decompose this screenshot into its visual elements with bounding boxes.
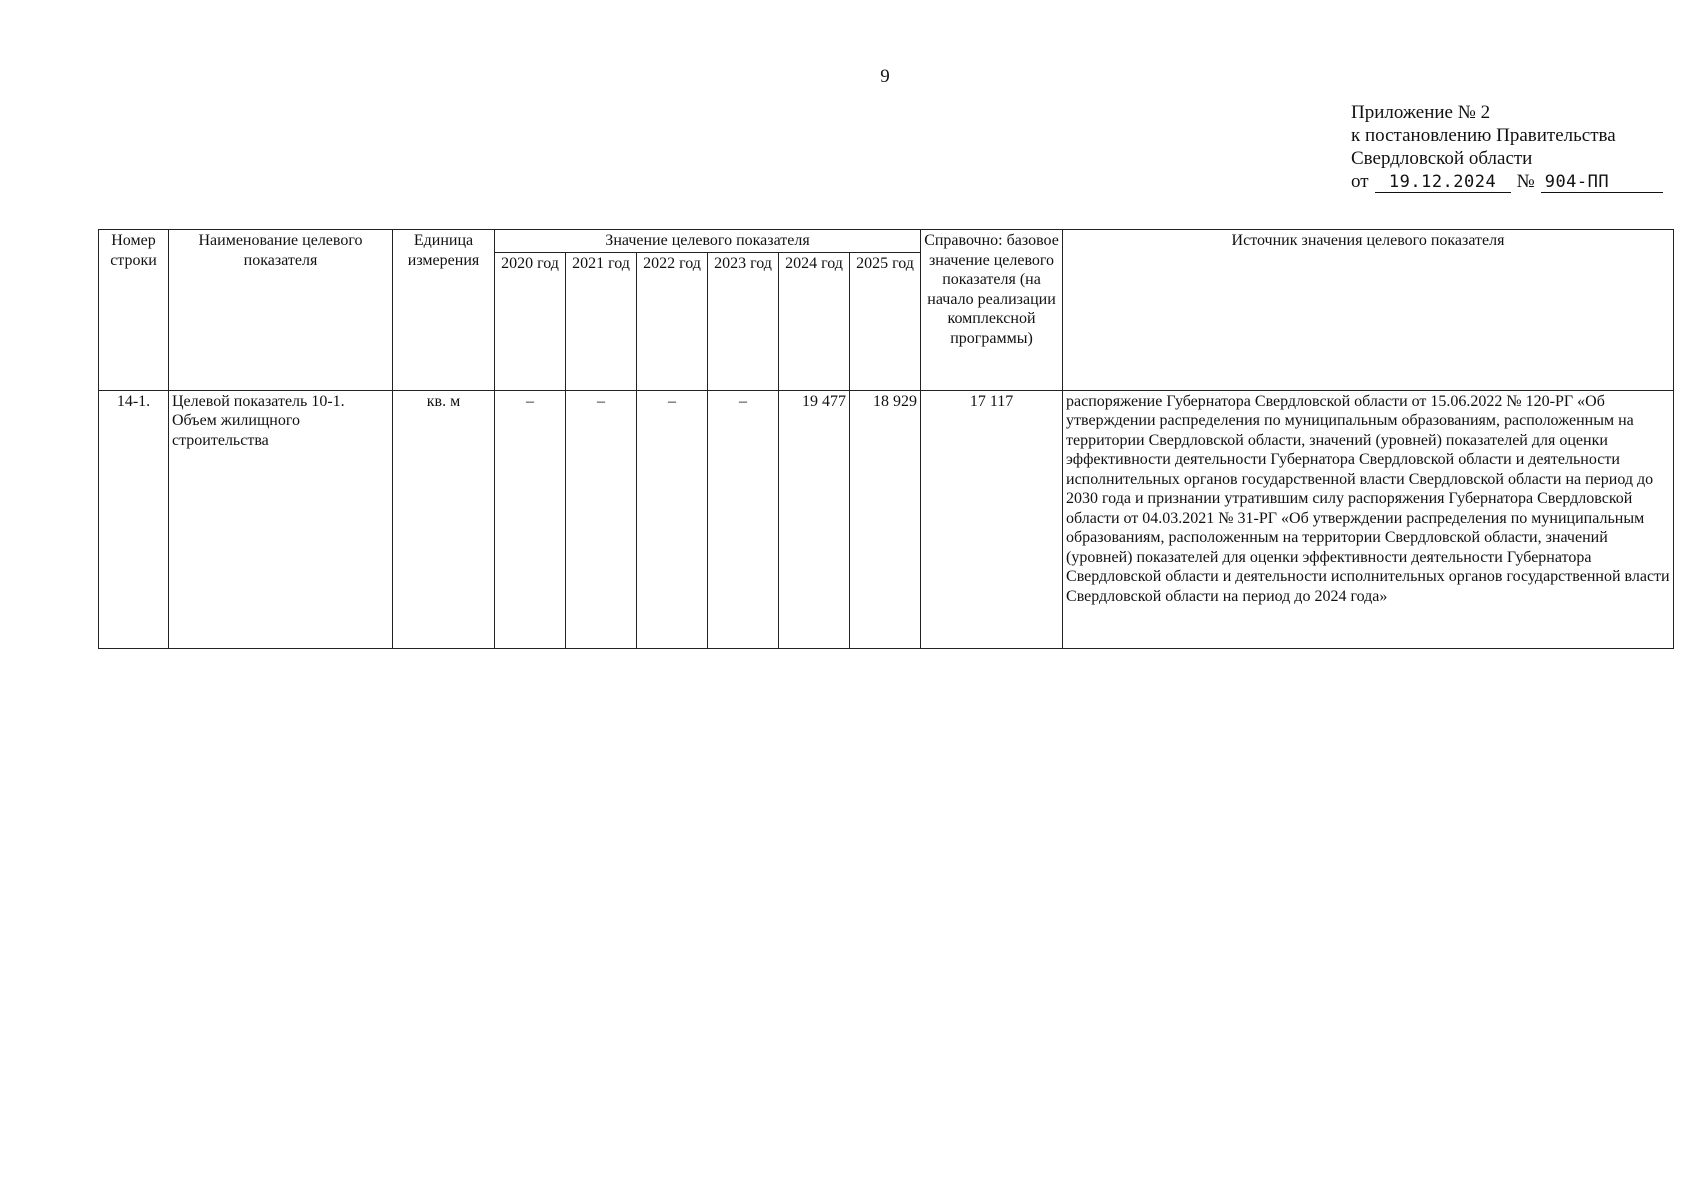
indicators-table — [98, 229, 1674, 649]
table-row — [99, 390, 1674, 648]
table-header-row — [99, 230, 1674, 253]
header-year-2020: 2020 год — [495, 252, 566, 390]
cell-value-2023: – — [708, 390, 779, 648]
header-indicator-name: Наименование целевого показателя — [169, 230, 393, 391]
number-label: № — [1516, 171, 1535, 192]
cell-value-2024: 19 477 — [779, 390, 850, 648]
appendix-region: Свердловской области — [1351, 148, 1533, 169]
cell-unit: кв. м — [393, 390, 495, 648]
cell-indicator-name: Целевой показатель 10-1. Объем жилищного строительства — [169, 390, 393, 648]
header-year-2025: 2025 год — [850, 252, 921, 390]
header-row-number: Номер строки — [99, 230, 169, 391]
header-base-value: Справочно: базовое значение целевого показателя (на начало реализации комплексной программы) — [921, 230, 1063, 391]
appendix-block — [1351, 101, 1663, 193]
header-year-2024: 2024 год — [779, 252, 850, 390]
cell-value-2020: – — [495, 390, 566, 648]
cell-value-2025: 18 929 — [850, 390, 921, 648]
header-unit: Единица измерения — [393, 230, 495, 391]
cell-source: распоряжение Губернатора Свердловской области от 15.06.2022 № 120-РГ «Об утверждении распределения по муниципальным образованиям, расположенным на территории Свердловской области, значений (уровней) показателей для оценки эффективности деятельности Губернатора Свердловской области и деятельности исполнительных органов государственной власти Свердловской области на период до 2030 года и признании утратившим силу распоряжения Губернатора Свердловской области от 04.03.2021 № 31-РГ «Об утверждении распределения по муниципальным образованиям, расположенным на территории Свердловской области, значений (уровней) показателей для оценки эффективности деятельности Губернатора Свердловской области и деятельности исполнительных органов государственной власти Свердловской области на период до 2024 года» — [1063, 390, 1674, 648]
appendix-date-number — [1351, 170, 1663, 193]
page-number: 9 — [880, 66, 890, 87]
from-label: от — [1351, 171, 1369, 192]
cell-value-2021: – — [566, 390, 637, 648]
cell-row-number: 14-1. — [99, 390, 169, 648]
resolution-date: 19.12.2024 — [1375, 172, 1511, 193]
header-year-2023: 2023 год — [708, 252, 779, 390]
cell-base-value: 17 117 — [921, 390, 1063, 648]
header-values-group: Значение целевого показателя — [495, 230, 921, 253]
header-source: Источник значения целевого показателя — [1063, 230, 1674, 391]
cell-value-2022: – — [637, 390, 708, 648]
appendix-reference: к постановлению Правительства — [1351, 125, 1616, 146]
header-year-2022: 2022 год — [637, 252, 708, 390]
header-year-2021: 2021 год — [566, 252, 637, 390]
resolution-number: 904-ПП — [1541, 172, 1663, 193]
appendix-title: Приложение № 2 — [1351, 102, 1491, 123]
